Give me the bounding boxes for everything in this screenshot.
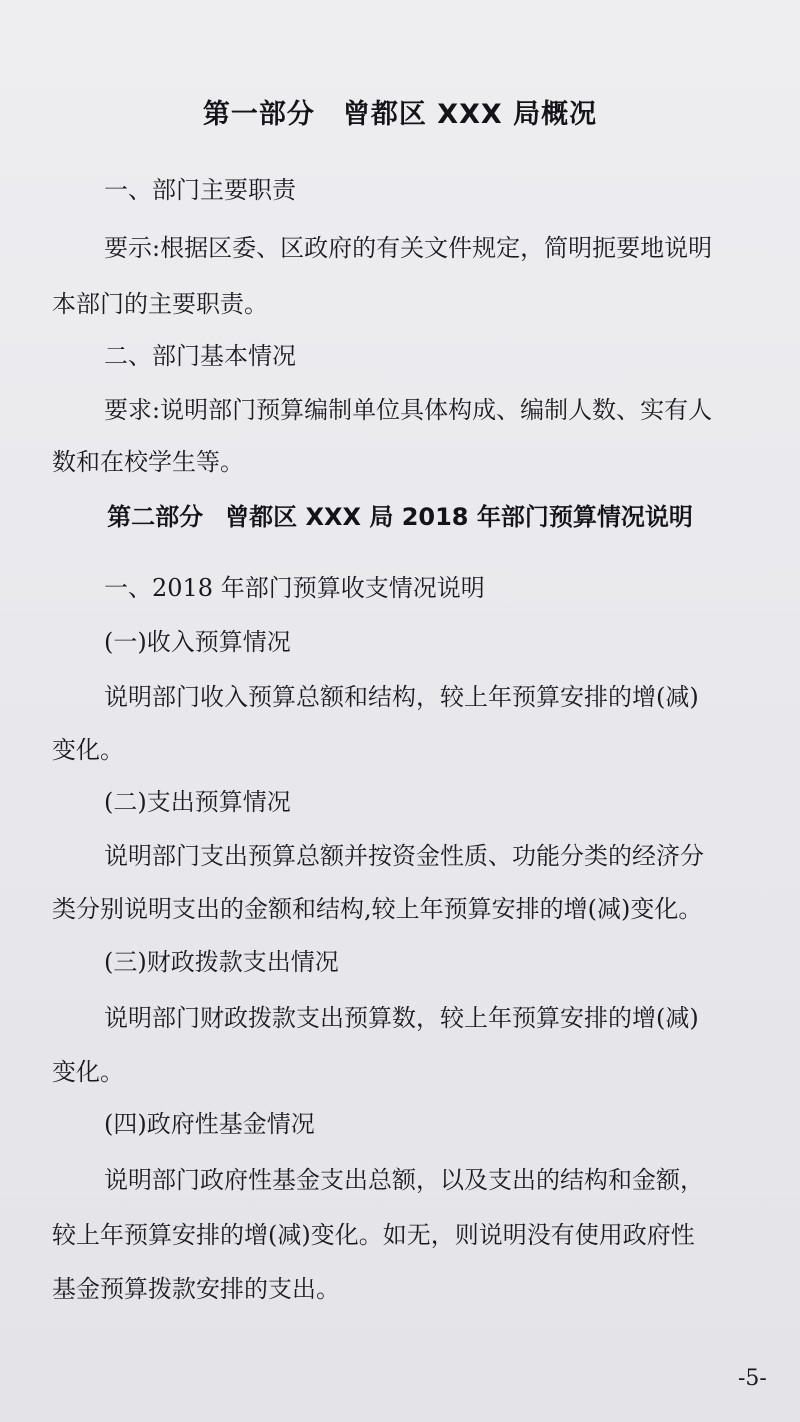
part2-sub4-heading: (四)政府性基金情况 [104, 1110, 315, 1138]
page-number: -5- [738, 1366, 767, 1391]
part1-section1-requirement-line2: 本部门的主要职责。 [52, 290, 268, 318]
part2-sub4-line3: 基金预算拨款安排的支出。 [52, 1275, 340, 1303]
part2-sub4-line2: 较上年预算安排的增(减)变化。如无，则说明没有使用政府性 [52, 1221, 695, 1249]
part2-title [0, 497, 800, 532]
part2-sub2-line1: 说明部门支出预算总额并按资金性质、功能分类的经济分 [104, 842, 704, 870]
part1-title-text: 曾都区 XXX 局概况 [342, 99, 598, 130]
part2-sub3-heading: (三)财政拨款支出情况 [104, 948, 339, 976]
part1-section1-heading: 一、部门主要职责 [104, 176, 296, 204]
part1-title [0, 92, 800, 131]
part2-title-prefix: 第二部分 [107, 503, 204, 531]
part2-sub2-line2: 类分别说明支出的金额和结构,较上年预算安排的增(减)变化。 [52, 895, 703, 923]
part1-section1-requirement-line1: 要示:根据区委、区政府的有关文件规定，简明扼要地说明 [104, 234, 713, 262]
part1-section2-heading: 二、部门基本情况 [104, 342, 296, 370]
part2-sub3-line1: 说明部门财政拨款支出预算数，较上年预算安排的增(减) [104, 1004, 699, 1032]
part2-sub1-heading: (一)收入预算情况 [104, 628, 291, 656]
part2-sub1-line1: 说明部门收入预算总额和结构，较上年预算安排的增(减) [104, 683, 699, 711]
part2-section1-heading: 一、2018 年部门预算收支情况说明 [104, 574, 485, 602]
part2-sub3-line2: 变化。 [52, 1058, 124, 1086]
part1-title-prefix: 第一部分 [202, 99, 315, 130]
part1-section2-requirement-line1: 要求:说明部门预算编制单位具体构成、编制人数、实有人 [104, 396, 713, 424]
part2-sub2-heading: (二)支出预算情况 [104, 788, 291, 816]
part1-section2-requirement-line2: 数和在校学生等。 [52, 448, 244, 476]
part2-title-text: 曾都区 XXX 局 2018 年部门预算情况说明 [225, 503, 693, 531]
part2-sub4-line1: 说明部门政府性基金支出总额，以及支出的结构和金额， [104, 1166, 704, 1194]
part2-sub1-line2: 变化。 [52, 736, 124, 764]
